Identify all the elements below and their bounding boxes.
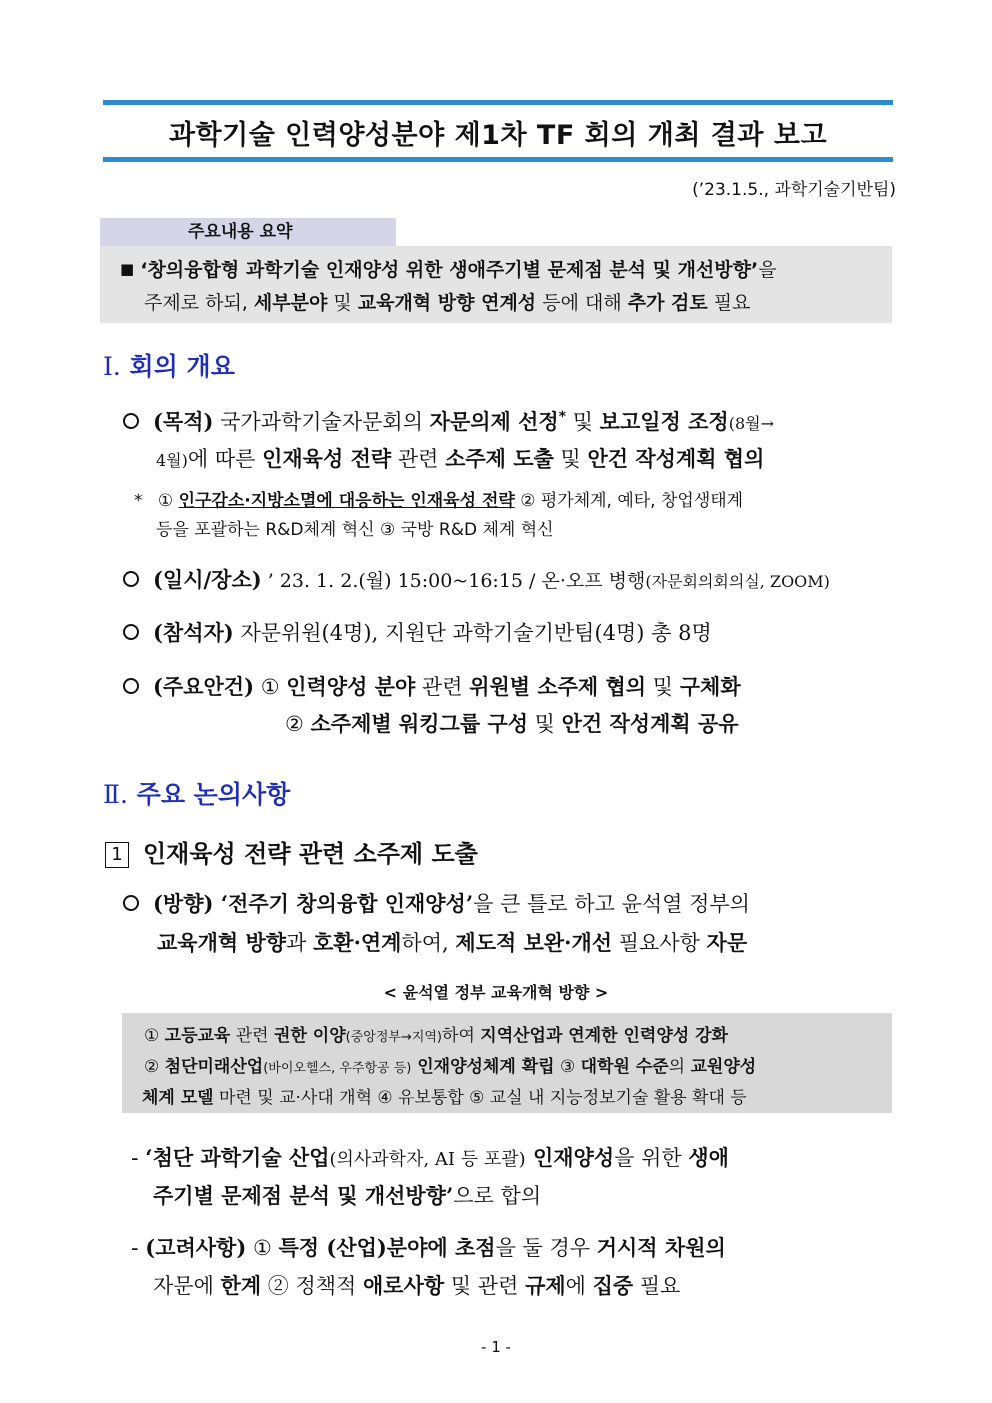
emph: ‘전주기 창의융합 인재양성’ <box>213 891 474 916</box>
section-1-heading <box>103 347 235 383</box>
summary-text: 필요 <box>707 292 751 314</box>
considerations-line-2 <box>153 1270 680 1300</box>
summary-bullet: ■ <box>120 260 135 278</box>
emph: 소주제별 워킹그룹 구성 <box>310 711 528 736</box>
text: 필요사항 <box>612 931 707 955</box>
considerations-line-1 <box>131 1232 726 1262</box>
title-block <box>103 100 893 162</box>
section-1-number: Ⅰ. <box>103 352 121 381</box>
text: ② 정책적 <box>261 1274 364 1298</box>
text: 관련 <box>230 1026 275 1046</box>
summary-text: 주제로 하되, <box>144 292 254 314</box>
summary-topic: ‘창의융합형 과학기술 인재양성 위한 생애주기별 문제점 분석 및 개선방향’ <box>140 259 759 281</box>
emph: 권한 이양 <box>274 1026 346 1046</box>
emph: 교원양성 <box>690 1057 757 1077</box>
text: 및 <box>646 675 680 699</box>
direction-line-1 <box>123 888 750 918</box>
policy-box <box>122 1013 892 1113</box>
dash-bullet: - <box>131 1146 146 1170</box>
text: ② 평가체계, 예타, 창업생태계 <box>514 491 744 511</box>
text: ③ <box>554 1057 581 1077</box>
purpose-note-line-2: 등을 포괄하는 R&D체계 혁신 ③ 국방 R&D 체계 혁신 <box>156 520 554 540</box>
text: 을 큰 틀로 하고 윤석열 정부의 <box>473 892 750 916</box>
emph: 안건 작성계획 공유 <box>561 711 739 736</box>
emph: (고려사항) <box>145 1235 247 1260</box>
emph: 자문 <box>706 930 748 955</box>
note-emph: 인구감소·지방소멸에 대응하는 인재육성 전략 <box>178 491 515 511</box>
text: ① <box>254 675 287 699</box>
direction-label: (방향) <box>153 891 214 916</box>
emph: 규제 <box>525 1273 566 1298</box>
purpose-line-1 <box>123 406 774 436</box>
emph: 대학원 수준 <box>580 1057 669 1077</box>
text: 국가과학기술자문회의 <box>213 410 430 434</box>
text: 및 관련 <box>444 1274 526 1298</box>
dash-bullet: - <box>131 1236 146 1260</box>
circle-bullet-icon <box>123 895 139 911</box>
summary-emph: 추가 검토 <box>627 292 708 314</box>
emph: 지역산업과 연계한 인력양성 강화 <box>480 1026 728 1046</box>
datetime-line <box>123 564 830 594</box>
purpose-note-line-1 <box>134 486 743 511</box>
emph: 인재육성 전략 <box>262 446 392 471</box>
policy-line-3 <box>142 1083 747 1108</box>
text: 및 <box>553 447 588 471</box>
footnote-mark: * <box>134 491 143 511</box>
text: ① <box>144 1026 165 1046</box>
policy-caption: < 윤석열 정부 교육개혁 방향 > <box>383 983 609 1002</box>
text: (8월→ <box>728 414 774 433</box>
emph: 거시적 차원의 <box>596 1235 726 1260</box>
text: 및 <box>566 410 600 434</box>
emph: 체계 모델 <box>142 1088 214 1108</box>
emph: ‘첨단 과학기술 산업 <box>145 1145 330 1170</box>
circle-bullet-icon <box>123 624 139 640</box>
text: 자문위원(4명), 지원단 과학기술기반팀(4명) 총 8명 <box>233 621 712 645</box>
emph: 한계 <box>220 1273 262 1298</box>
subsection-heading <box>105 834 478 870</box>
section-2-heading <box>103 775 290 811</box>
emph: 보고일정 조정 <box>599 409 729 434</box>
emph: 교육개혁 방향 <box>157 930 287 955</box>
date-note: (’23.1.5., 과학기술기반팀) <box>692 180 896 200</box>
text: (중앙정부→지역) <box>345 1030 443 1045</box>
text: 관련 <box>415 675 470 699</box>
emph: 위원별 소주제 협의 <box>469 674 647 699</box>
policy-line-2 <box>144 1052 756 1077</box>
circle-bullet-icon <box>123 678 139 694</box>
summary-line-1 <box>120 255 777 282</box>
agenda-line-1 <box>123 671 741 701</box>
emph: 제도적 보완·개선 <box>455 930 613 955</box>
emph: 애로사항 <box>363 1273 445 1298</box>
emph: 자문의제 선정 <box>429 409 559 434</box>
text: ② <box>285 712 311 736</box>
emph: 주기별 문제점 분석 및 개선방향’ <box>153 1183 454 1208</box>
subsection-title: 인재육성 전략 관련 소주제 도출 <box>143 840 478 868</box>
consensus-line-1 <box>131 1142 729 1172</box>
text: 하여, <box>401 931 456 955</box>
text: ① <box>246 1236 279 1260</box>
text: 과 <box>286 931 313 955</box>
emph: 인재양성 <box>525 1145 615 1170</box>
circle-bullet-icon <box>123 571 139 587</box>
attendees-label: (참석자) <box>153 620 234 645</box>
emph: 안건 작성계획 협의 <box>587 446 765 471</box>
section-2-title: 주요 논의사항 <box>136 780 291 809</box>
datetime-label: (일시/장소) <box>153 567 262 592</box>
text: ② <box>144 1057 165 1077</box>
consensus-line-2 <box>153 1180 541 1210</box>
document-title: 과학기술 인력양성분야 제1차 TF 회의 개최 결과 보고 <box>168 120 828 151</box>
summary-label: 주요내용 요약 <box>100 218 396 246</box>
subsection-number-box: 1 <box>105 842 129 868</box>
text: (자문회의회의실, ZOOM) <box>645 572 830 591</box>
summary-text: 등에 대해 <box>536 292 628 314</box>
circle-bullet-icon <box>123 413 139 429</box>
text: 4월) <box>156 451 188 470</box>
text: (바이오헬스, 우주항공 등) <box>263 1061 412 1076</box>
emph: 구체화 <box>679 674 741 699</box>
summary-box <box>100 246 892 323</box>
text: 하여 <box>442 1026 481 1046</box>
text: 에 <box>193 1274 221 1298</box>
purpose-label: (목적) <box>153 409 214 434</box>
section-1-title: 회의 개요 <box>129 352 235 381</box>
emph: 집중 <box>592 1273 634 1298</box>
title-top-rule <box>103 100 893 105</box>
purpose-line-2 <box>156 443 764 473</box>
text: ① <box>157 491 174 511</box>
attendees-line <box>123 617 712 647</box>
emph: 고등교육 <box>164 1026 231 1046</box>
text: 자문 <box>153 1274 194 1298</box>
summary-emph: 세부분야 <box>253 292 328 314</box>
text: 에 <box>565 1274 593 1298</box>
text: 관련 <box>391 447 446 471</box>
emph: 특정 (산업)분야에 초점 <box>278 1235 496 1260</box>
emph: 생애 <box>688 1145 729 1170</box>
text: 을 둘 경우 <box>495 1236 597 1260</box>
summary-text: 및 <box>327 292 358 314</box>
text: 에 따른 <box>187 447 263 471</box>
direction-line-2 <box>157 927 747 957</box>
text: 을 위한 <box>614 1146 689 1170</box>
summary-text: 을 <box>758 259 777 281</box>
text: 의 <box>668 1057 691 1077</box>
agenda-label: (주요안건) <box>153 674 255 699</box>
page-number: - 1 - <box>481 1338 511 1356</box>
text: ’ 23. 1. 2.(월) 15:00~16:15 / 온·오프 병행 <box>261 570 646 592</box>
summary-line-2 <box>144 288 751 315</box>
section-2-number: Ⅱ. <box>103 780 128 809</box>
summary-emph: 교육개혁 방향 연계성 <box>357 292 537 314</box>
text: (의사과학자, AI 등 포괄) <box>329 1149 526 1170</box>
text: 필요 <box>633 1274 681 1298</box>
text: 마련 및 교·사대 개혁 ④ 유보통합 ⑤ 교실 내 지능정보기술 활용 확대 등 <box>213 1088 747 1108</box>
text: 으로 합의 <box>453 1184 542 1208</box>
emph: 인재양성체계 확립 <box>411 1057 555 1077</box>
emph: 인력양성 분야 <box>286 674 416 699</box>
agenda-line-2 <box>285 708 739 738</box>
text: 및 <box>528 712 562 736</box>
emph: 소주제 도출 <box>445 446 554 471</box>
emph: 첨단미래산업 <box>164 1057 264 1077</box>
emph: 호환·연계 <box>313 930 402 955</box>
policy-line-1 <box>144 1021 728 1046</box>
title-bottom-rule <box>103 157 893 162</box>
footnote-mark: * <box>558 409 567 425</box>
